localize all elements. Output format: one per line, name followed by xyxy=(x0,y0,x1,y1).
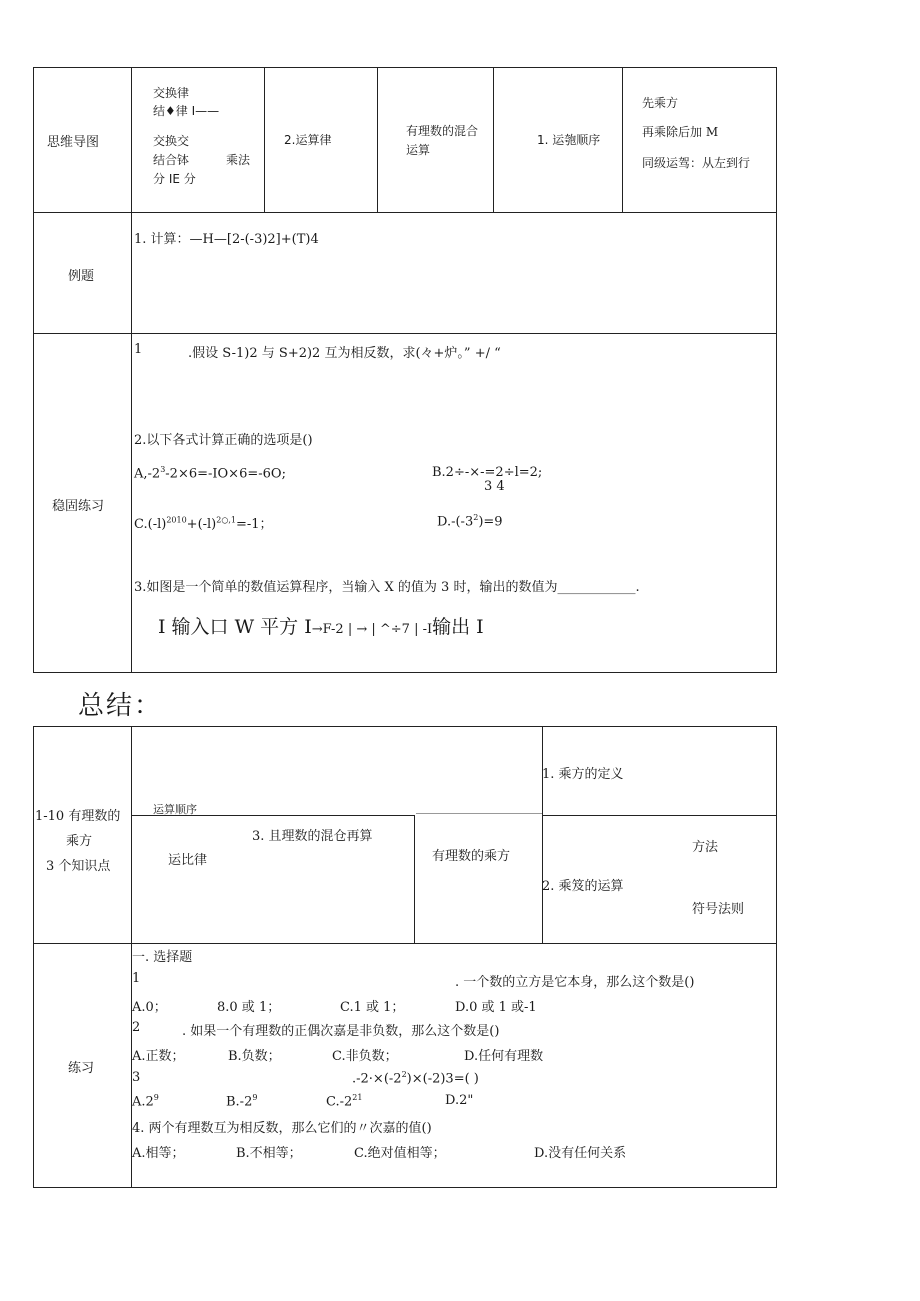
ex-q2-option-b: B.负数； xyxy=(228,1049,281,1064)
exercise-label: 练习 xyxy=(68,1061,95,1076)
knowledge-left-2: 乘方 xyxy=(66,834,93,849)
mindmap-associative: 结♦律 I—— xyxy=(153,104,220,118)
practice-q2-text: 2.以下各式计算正确的选项是() xyxy=(134,433,313,448)
flow-output: 输出 I xyxy=(432,616,484,638)
ex-q1-option-b: 8.0 或 1； xyxy=(217,1000,281,1015)
ex-q3-option-c: $C.-2^{21}$ xyxy=(326,1093,363,1110)
knowledge-left-3: 3 个知识点 xyxy=(46,859,111,874)
practice-q2-option-b: B.2÷-×-=2÷l=2; xyxy=(432,465,543,480)
mindmap-order: 1. 运匏顺序 xyxy=(537,133,601,147)
mindmap-mult-then-add: 再乘除后加 M xyxy=(642,125,719,139)
practice-q2-option-c: $C.(-l)^{2010}+(-l)^{2○,1}=-1$； xyxy=(134,515,273,532)
summary-title: 总结： xyxy=(78,691,163,721)
flow-ops: →F-2 | → | ^÷7 | -I xyxy=(311,622,433,637)
ex-q3-text: $.-2\cdot\times(-2^2)\times(-2)3=$( ) xyxy=(352,1070,479,1087)
ex-q1-number: 1 xyxy=(132,971,141,986)
practice-q2-option-a: $A,-2^3-2\times 6=-IO\times 6=-6O$; xyxy=(134,465,286,482)
ex-q4-text: 4. 两个有理数互为相反数，那么它们的〃次嘉的值() xyxy=(132,1121,432,1136)
knowledge-1: 1. 乘方的定义 xyxy=(542,767,624,782)
mindmap-same-level: 同级运驾：从左到行 xyxy=(642,156,751,170)
ex-q2-option-d: D.任何有理数 xyxy=(464,1049,544,1064)
example-label: 例题 xyxy=(68,269,95,284)
exercise-heading: 一. 选择题 xyxy=(132,950,193,965)
knowledge-2: 2. 乘笈的运算 xyxy=(542,879,624,894)
flowchart xyxy=(158,612,484,639)
practice-q1-text: .假设 S-1)2 与 S+2)2 互为相反数，求(々+炉。” +/ “ xyxy=(188,346,501,361)
mindmap-power-first: 先乘方 xyxy=(642,96,679,110)
practice-label: 稳固练习 xyxy=(52,499,105,514)
practice-q2-option-d: $D.-(-3^2)=9$ xyxy=(437,513,503,530)
mindmap-operation-laws: 2.运算律 xyxy=(284,133,332,147)
knowledge-left-1: 1-10 有理数的 xyxy=(35,809,121,824)
ex-q1-option-d: D.0 或 1 或-1 xyxy=(455,1000,537,1015)
method-label: 方法 xyxy=(692,840,719,855)
mindmap-associative-2: 结合钵 xyxy=(153,153,190,167)
laws-label: 运比律 xyxy=(168,853,208,868)
ex-q4-option-c: C.绝对值相等； xyxy=(354,1146,446,1161)
mindmap-commutative-2: 交换交 xyxy=(153,134,190,148)
order-of-ops-label: 运算顺序 xyxy=(153,803,197,816)
mindmap-distributive: 分 IE 分 xyxy=(153,172,196,186)
practice-q1-number: 1 xyxy=(134,342,143,357)
ex-q3-option-d: D.2" xyxy=(445,1093,474,1108)
practice-q2-option-b-denominators: 3 4 xyxy=(484,479,505,494)
ex-q1-option-a: A.0； xyxy=(132,1000,167,1015)
ex-q3-option-a: $A.2^9$ xyxy=(132,1093,159,1110)
ex-q2-number: 2 xyxy=(132,1020,141,1035)
ex-q3-option-b: $B.-2^9$ xyxy=(226,1093,258,1110)
mindmap-multiplication: 乘法 xyxy=(226,153,251,167)
ex-q2-option-c: C.非负数； xyxy=(332,1049,398,1064)
practice-q3-text: 3.如图是一个简单的数值运算程序，当输入 X 的值为 3 时，输出的数值为____________. xyxy=(134,580,640,595)
knowledge-3: 3. 且理数的混仓再算 xyxy=(252,829,373,844)
ex-q3-number: 3 xyxy=(132,1070,141,1085)
ex-q4-option-a: A.相等； xyxy=(132,1146,185,1161)
mindmap-mixed-ops-2: 运算 xyxy=(406,143,431,157)
mindmap-commutative: 交换律 xyxy=(153,86,190,100)
flow-input-square: I 输入口 W 平方 I xyxy=(158,616,312,638)
ex-q1-text: . 一个数的立方是它本身，那么这个数是() xyxy=(455,975,695,990)
ex-q2-option-a: A.正数； xyxy=(132,1049,185,1064)
ex-q4-option-b: B.不相等； xyxy=(236,1146,302,1161)
sign-rule-label: 符号法则 xyxy=(692,902,745,917)
ex-q4-option-d: D.没有任何关系 xyxy=(534,1146,627,1161)
ex-q2-text: . 如果一个有理数的正偶次嘉是非负数，那么这个数是() xyxy=(182,1024,500,1039)
mindmap-label: 思维导图 xyxy=(47,135,100,150)
example-text: 1. 计算：—H—[2-(-3)2]+(T)4 xyxy=(134,232,319,247)
mindmap-mixed-ops-1: 有理数的混合 xyxy=(406,124,479,138)
ex-q1-option-c: C.1 或 1； xyxy=(340,1000,405,1015)
center-topic: 有理数的乘方 xyxy=(432,849,511,864)
